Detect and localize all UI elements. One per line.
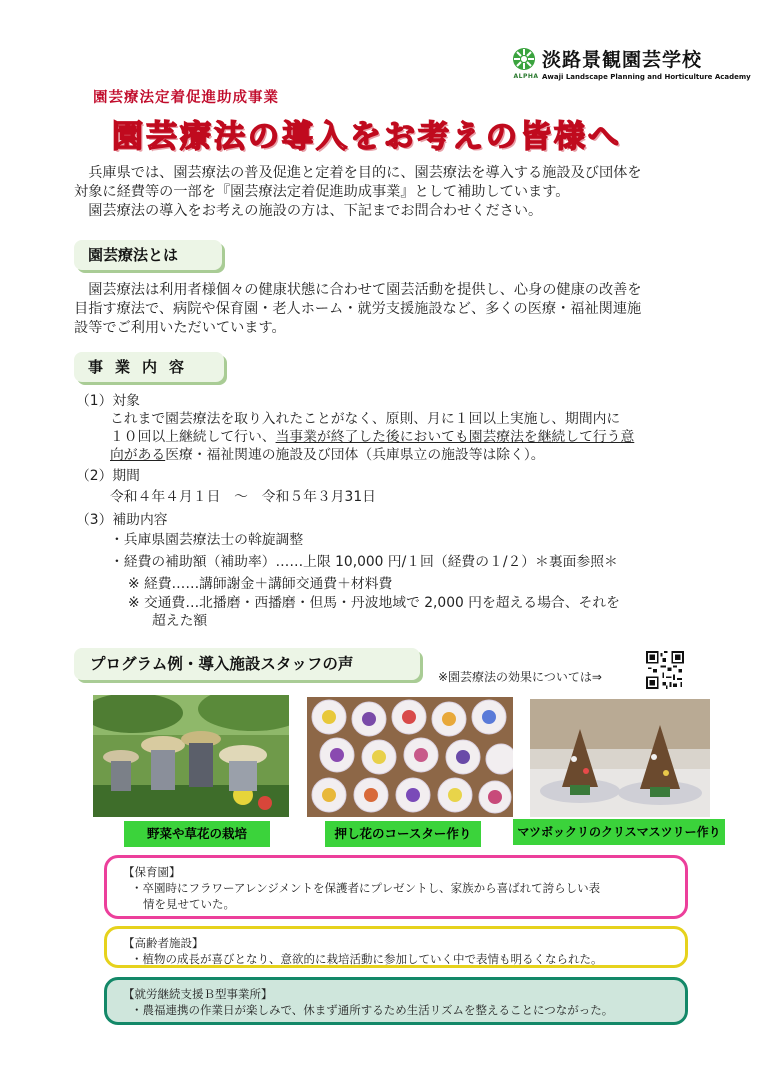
aid-label: （3）補助内容 (76, 512, 168, 528)
page-title: 園芸療法の導入をお考えの皆様へ (112, 119, 622, 155)
target-line-3 (110, 446, 545, 464)
voice-line: ・農福連携の作業日が楽しみで、休まず通所するため生活リズムを整えることにつながった。 (131, 1003, 614, 1017)
caption-coasters: 押し花のコースター作り (325, 821, 481, 847)
note-1: ※ 経費……講師謝金＋講師交通費＋材料費 (128, 576, 393, 592)
photo-gardening (93, 695, 289, 817)
caption-gardening: 野菜や草花の栽培 (124, 821, 270, 847)
voice-line: ・卒園時にフラワーアレンジメントを保護者にプレゼントし、家族から喜ばれて誇らしい表 (131, 881, 601, 895)
qr-note: ※園芸療法の効果については⇒ (438, 670, 602, 684)
target-line-2 (110, 428, 634, 446)
target-line-3-plain: 医療・福祉関連の施設及び団体（兵庫県立の施設等は除く）。 (165, 447, 545, 463)
intro-line-1: 兵庫県では、園芸療法の普及促進と定着を目的に、園芸療法を導入する施設及び団体を (74, 165, 642, 181)
note-3: 超えた額 (152, 613, 208, 629)
target-line-2-plain: １０回以上継続して行い、 (110, 429, 276, 445)
section1-line-3: 設等でご利用いただいています。 (74, 320, 286, 336)
voice-box-elderly-facility (104, 926, 688, 968)
section-heading-program-content: 事業内容 (74, 352, 224, 382)
section1-line-2: 目指す療法で、病院や保育園・老人ホーム・就労支援施設など、多くの医療・福祉関連施 (74, 301, 642, 317)
target-line-2-underlined: 当事業が終了した後においても園芸療法を継続して行う意 (275, 429, 635, 445)
aid-item-2: ・経費の補助額（補助率）……上限 10,000 円/１回（経費の１/２）＊裏面参照＊ (110, 554, 618, 570)
voice-line: 情を見せていた。 (143, 897, 235, 911)
section-heading-program-examples: プログラム例・導入施設スタッフの声 (74, 648, 420, 680)
academy-logo (512, 45, 751, 85)
coasters-photo-image (307, 697, 513, 817)
academy-name: 淡路景観園芸学校 (542, 49, 703, 71)
note-2: ※ 交通費…北播磨・西播磨・但馬・丹波地域で 2,000 円を超える場合、それを (128, 595, 620, 611)
target-label: （1）対象 (76, 393, 140, 409)
program-subtitle: 園芸療法定着促進助成事業 (93, 90, 279, 106)
academy-english-name: Awaji Landscape Planning and Horticulture Academy (542, 73, 751, 81)
photo-pinecone-christmas-trees (530, 699, 710, 817)
voice-label: 【保育園】 (123, 865, 181, 879)
caption-pinecone-trees: マツボックリのクリスマスツリー作り (513, 819, 725, 845)
intro-line-3: 園芸療法の導入をお考えの施設の方は、下記までお問合わせください。 (74, 203, 543, 219)
intro-line-2: 対象に経費等の一部を『園芸療法定着促進助成事業』として補助しています。 (74, 184, 570, 200)
photo-pressed-flower-coasters (307, 697, 513, 817)
voice-box-nursery (104, 855, 688, 919)
leaf-logo-icon (512, 47, 536, 71)
section-heading-horticultural-therapy: 園芸療法とは (74, 240, 222, 270)
voice-line: ・植物の成長が喜びとなり、意欲的に栽培活動に参加していく中で表情も明るくなられた。 (131, 952, 603, 966)
pinecone-photo-image (530, 699, 710, 817)
gardening-photo-image (93, 695, 289, 817)
period-label: （2）期間 (76, 468, 140, 484)
target-line-3-underlined: 向がある (110, 447, 166, 463)
voice-box-employment-support (104, 977, 688, 1025)
logo-alpha-text: ALPHA (513, 73, 539, 80)
section1-line-1: 園芸療法は利用者様個々の健康状態に合わせて園芸活動を提供し、心身の健康の改善を (74, 282, 642, 298)
qr-code-icon[interactable] (646, 651, 684, 689)
voice-label: 【就労継続支援Ｂ型事業所】 (123, 987, 273, 1001)
aid-item-1: ・兵庫県園芸療法士の斡旋調整 (110, 532, 304, 548)
target-line-1: これまで園芸療法を取り入れたことがなく、原則、月に１回以上実施し、期間内に (110, 411, 621, 427)
voice-label: 【高齢者施設】 (123, 936, 204, 950)
period-value: 令和４年４月１日 ～ 令和５年３月31日 (110, 489, 376, 505)
